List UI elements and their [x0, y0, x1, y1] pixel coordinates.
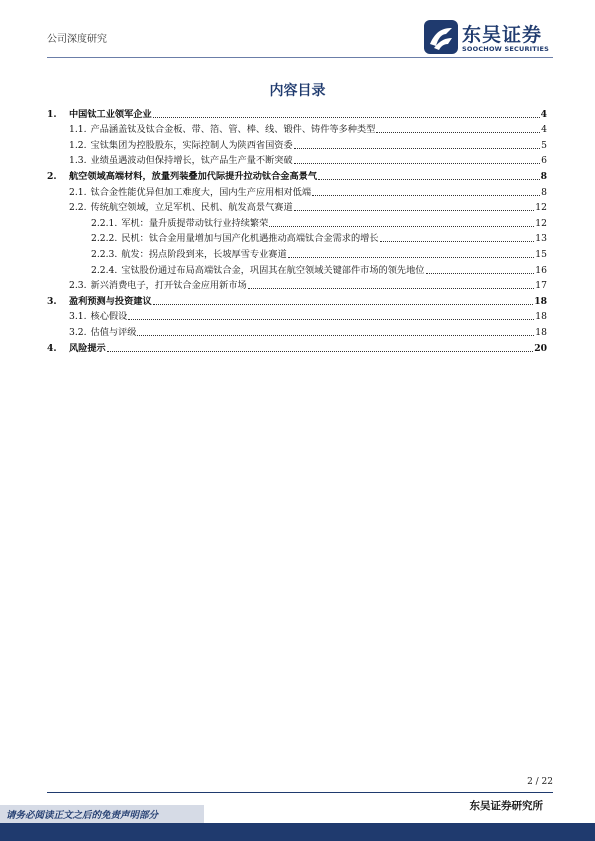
toc-entry-number: 2.1. [69, 186, 87, 198]
toc-entry-page: 12 [535, 217, 547, 229]
toc-entry-number: 1. [47, 108, 57, 120]
toc-entry[interactable] [47, 121, 547, 137]
toc-leader-dots [137, 335, 534, 336]
toc-entry-title: 航空领域高端材料，放量列装叠加代际提升拉动钛合金高景气 [69, 170, 318, 182]
toc-entry-number: 2.2.3. [91, 248, 118, 260]
toc-entry-page: 4 [540, 108, 547, 120]
toc-entry-title: 传统航空领域，立足军机、民机、航发高景气赛道 [90, 202, 293, 214]
toc-entry[interactable] [47, 308, 547, 324]
toc-entry-title: 风险提示 [69, 342, 106, 354]
toc-entry-title: 估值与评级 [90, 326, 137, 338]
toc-entry[interactable] [47, 339, 547, 355]
toc-entry-number: 4. [47, 342, 57, 354]
toc-entry-number: 3.2. [69, 326, 87, 338]
toc-entry-page: 8 [541, 186, 547, 198]
toc-entry[interactable] [47, 323, 547, 339]
toc-entry-number: 1.3. [69, 155, 87, 167]
toc-leader-dots [312, 195, 540, 196]
toc-leader-dots [294, 210, 535, 211]
toc-leader-dots [248, 288, 535, 289]
toc-entry-title: 航发：拐点阶段到来，长坡厚雪专业赛道 [121, 248, 287, 260]
disclaimer-bar [0, 805, 204, 823]
report-type-label: 公司深度研究 [47, 34, 107, 45]
toc-entry-title: 军机：量升质提带动钛行业持续繁荣 [121, 217, 269, 229]
toc-entry-title: 钛合金性能优异但加工难度大，国内生产应用相对低端 [90, 186, 312, 198]
disclaimer-text: 请务必阅读正文之后的免责声明部分 [6, 810, 159, 821]
toc-leader-dots [426, 273, 535, 274]
toc-entry-page: 8 [540, 170, 547, 182]
toc-title: 内容目录 [269, 83, 326, 99]
toc-entry[interactable] [47, 214, 547, 230]
toc-entry-page: 6 [541, 155, 547, 167]
toc-entry[interactable] [47, 152, 547, 168]
toc-entry-page: 20 [534, 342, 547, 354]
toc-entry-page: 12 [535, 202, 547, 214]
toc-entry-number: 2.2.2. [91, 233, 118, 245]
toc-entry-page: 16 [535, 264, 547, 276]
logo-mark-icon [424, 20, 458, 54]
toc-entry[interactable] [47, 277, 547, 293]
toc-entry-number: 1.1. [69, 124, 87, 136]
toc-entry[interactable] [47, 105, 547, 121]
toc-leader-dots [318, 179, 540, 180]
toc-entry[interactable] [47, 136, 547, 152]
toc-entry-title: 新兴消费电子，打开钛合金应用新市场 [90, 280, 247, 292]
toc-leader-dots [294, 148, 540, 149]
toc-entry-title: 业绩虽遇波动但保持增长，钛产品生产量不断突破 [90, 155, 293, 167]
toc-entry-number: 2. [47, 170, 57, 182]
toc-entry-page: 18 [535, 311, 547, 323]
toc-entry-page: 15 [535, 248, 547, 260]
table-of-contents [47, 105, 547, 355]
toc-leader-dots [376, 132, 540, 133]
toc-entry-page: 5 [541, 139, 547, 151]
toc-leader-dots [128, 319, 534, 320]
toc-entry-title: 宝钛股份通过布局高端钛合金，巩固其在航空领域关键部件市场的领先地位 [121, 264, 425, 276]
toc-entry[interactable] [47, 230, 547, 246]
logo-text-cn: 东吴证券 [462, 24, 543, 46]
company-logo [424, 20, 559, 58]
toc-entry-page: 17 [535, 280, 547, 292]
toc-entry-title: 产品涵盖钛及钛合金板、带、箔、管、棒、线、锻件、铸件等多种类型 [90, 124, 376, 136]
toc-entry-title: 宝钛集团为控股股东，实际控制人为陕西省国资委 [90, 139, 293, 151]
toc-leader-dots [288, 257, 535, 258]
toc-entry-title: 盈利预测与投资建议 [69, 295, 152, 307]
toc-entry[interactable] [47, 167, 547, 183]
toc-entry[interactable] [47, 183, 547, 199]
toc-leader-dots [380, 241, 535, 242]
toc-entry-page: 18 [534, 295, 547, 307]
footer-divider [47, 792, 553, 793]
page-indicator: 2 / 22 [527, 777, 553, 787]
toc-leader-dots [153, 304, 534, 305]
toc-entry-number: 2.2.4. [91, 264, 118, 276]
toc-entry-number: 2.3. [69, 280, 87, 292]
toc-entry-number: 3. [47, 295, 57, 307]
toc-entry-number: 2.2. [69, 202, 87, 214]
toc-entry-title: 核心假设 [90, 311, 128, 323]
toc-entry-title: 中国钛工业领军企业 [69, 108, 152, 120]
logo-text-en: SOOCHOW SECURITIES [462, 45, 550, 53]
footer-band [0, 823, 595, 841]
toc-leader-dots [153, 117, 540, 118]
toc-leader-dots [294, 163, 540, 164]
toc-entry[interactable] [47, 199, 547, 215]
toc-entry[interactable] [47, 245, 547, 261]
toc-entry-number: 2.2.1. [91, 217, 118, 229]
toc-entry-page: 4 [541, 124, 547, 136]
header-divider [47, 57, 553, 58]
footer-org-name: 东吴证券研究所 [469, 800, 543, 812]
toc-entry-number: 3.1. [69, 311, 87, 323]
toc-entry-page: 13 [535, 233, 547, 245]
toc-leader-dots [269, 226, 534, 227]
toc-entry-page: 18 [535, 326, 547, 338]
toc-entry-number: 1.2. [69, 139, 87, 151]
toc-entry-title: 民机：钛合金用量增加与国产化机遇推动高端钛合金需求的增长 [121, 233, 379, 245]
toc-entry[interactable] [47, 261, 547, 277]
toc-leader-dots [107, 351, 533, 352]
toc-entry[interactable] [47, 292, 547, 308]
